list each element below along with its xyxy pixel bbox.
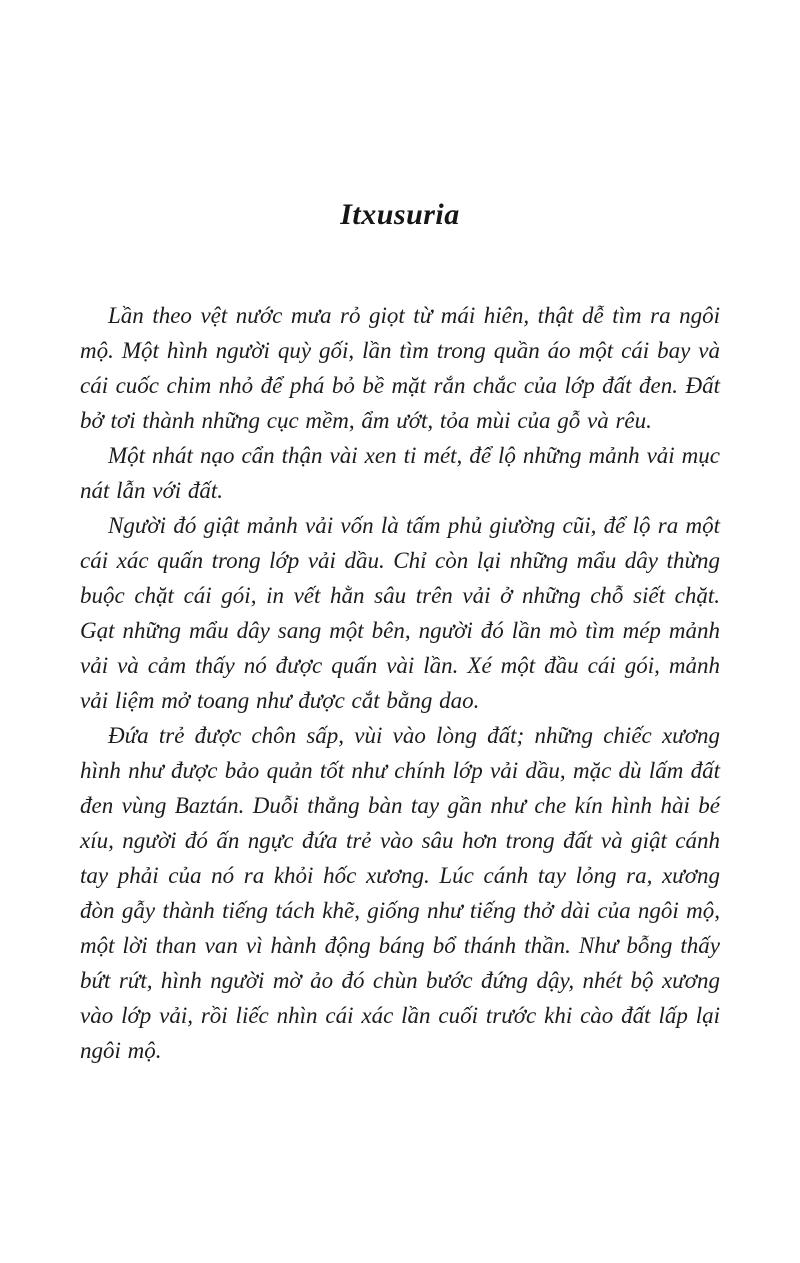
paragraph: Một nhát nạo cẩn thận vài xen ti mét, để lộ những mảnh vải mục nát lẫn với đất. — [80, 443, 720, 503]
paragraph: Lần theo vệt nước mưa rỏ giọt từ mái hiên, thật dễ tìm ra ngôi mộ. Một hình người quỳ gối, lần tìm trong quần áo một cái bay và cái cuốc chim nhỏ để phá bỏ bề mặt rắn chắc của lớp đất đen. Đất bở tơi thành những cục mềm, ẩm ướt, tỏa mùi của gỗ và rêu. — [80, 303, 720, 433]
chapter-title: Itxusuria — [340, 198, 460, 231]
paragraph: Người đó giật mảnh vải vốn là tấm phủ giường cũi, để lộ ra một cái xác quấn trong lớp vải dầu. Chỉ còn lại những mẩu dây thừng buộc chặt cái gói, in vết hằn sâu trên vải ở những chỗ siết chặt. Gạt những mẩu dây sang một bên, người đó lần mò tìm mép mảnh vải và cảm thấy nó được quấn vài lần. Xé một đầu cái gói, mảnh vải liệm mở toang như được cắt bằng dao. — [80, 513, 720, 713]
chapter-body — [80, 298, 720, 1068]
paragraph: Đứa trẻ được chôn sấp, vùi vào lòng đất; những chiếc xương hình như được bảo quản tốt như chính lớp vải dầu, mặc dù lấm đất đen vùng Baztán. Duỗi thẳng bàn tay gần như che kín hình hài bé xíu, người đó ấn ngực đứa trẻ vào sâu hơn trong đất và giật cánh tay phải của nó ra khỏi hốc xương. Lúc cánh tay lỏng ra, xương đòn gẫy thành tiếng tách khẽ, giống như tiếng thở dài của ngôi mộ, một lời than van vì hành động báng bổ thánh thần. Như bỗng thấy bứt rứt, hình người mờ ảo đó chùn bước đứng dậy, nhét bộ xương vào lớp vải, rồi liếc nhìn cái xác lần cuối trước khi cào đất lấp lại ngôi mộ. — [80, 723, 720, 1063]
